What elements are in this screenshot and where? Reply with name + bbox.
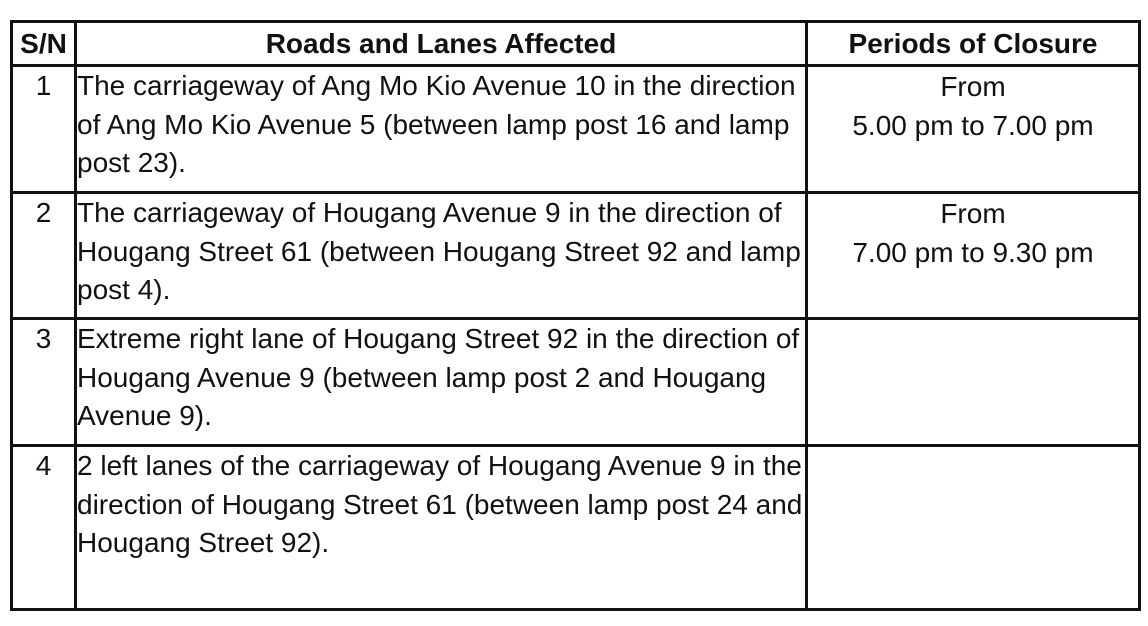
road-closure-table — [10, 20, 1141, 611]
header-periods: Periods of Closure — [807, 22, 1140, 66]
period-from: From — [940, 198, 1006, 229]
row-period — [807, 66, 1140, 193]
table-row — [12, 66, 1140, 193]
period-time: 5.00 pm to 7.00 pm — [852, 110, 1094, 141]
row-sn: 3 — [12, 319, 76, 446]
period-time: 7.00 pm to 9.30 pm — [852, 237, 1094, 268]
row-road: Extreme right lane of Hougang Street 92 in the direction of Hougang Avenue 9 (between lamp post 2 and Hougang Avenue 9). — [76, 319, 807, 446]
table-row — [12, 319, 1140, 446]
table-header-row — [12, 22, 1140, 66]
table-row — [12, 446, 1140, 610]
row-sn: 1 — [12, 66, 76, 193]
row-road: The carriageway of Hougang Avenue 9 in the direction of Hougang Street 61 (between Hougang Street 92 and lamp post 4). — [76, 193, 807, 319]
row-period — [807, 446, 1140, 610]
header-sn: S/N — [12, 22, 76, 66]
row-sn: 2 — [12, 193, 76, 319]
period-from: From — [940, 71, 1006, 102]
row-period — [807, 319, 1140, 446]
header-roads: Roads and Lanes Affected — [76, 22, 807, 66]
table-row — [12, 193, 1140, 319]
row-road: The carriageway of Ang Mo Kio Avenue 10 in the direction of Ang Mo Kio Avenue 5 (between lamp post 16 and lamp post 23). — [76, 66, 807, 193]
row-sn: 4 — [12, 446, 76, 610]
row-road: 2 left lanes of the carriageway of Hougang Avenue 9 in the direction of Hougang Street 61 (between lamp post 24 and Hougang Street 92). — [76, 446, 807, 610]
row-period — [807, 193, 1140, 319]
